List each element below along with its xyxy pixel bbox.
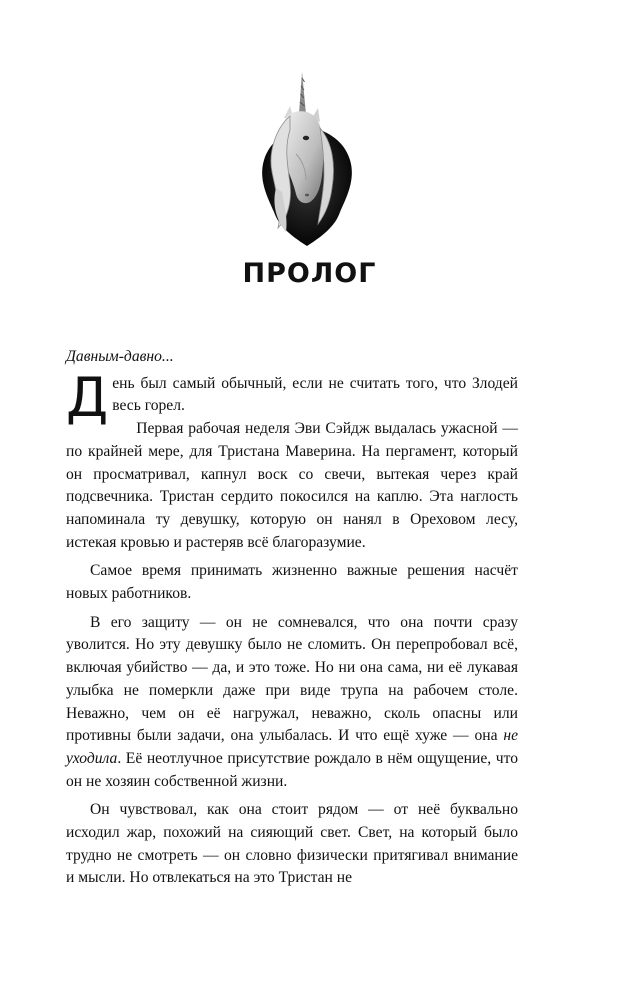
paragraph-4-italic: не уходила bbox=[66, 727, 518, 767]
epigraph: Давным-давно... bbox=[66, 348, 174, 365]
unicorn-trophy-icon bbox=[246, 68, 368, 258]
paragraph-5: Он чувствовал, как она стоит рядом — от неё буквально исходил жар, похожий на сияющий свет. Свет, на который было трудно не смотреть — он словно физически притягивал внимание и мысли. Но отвлекаться на это Тристан не bbox=[66, 801, 518, 887]
paragraph-4-text-a: В его защиту — он не сомневался, что она почти сразу уволится. Но эту девушку было не сломить. Он перепробовал всё, включая убийство — да, и это тоже. Но ни она сама, ни её лукавая улыбка не померкли даже при виде трупа на рабочем столе. Неважно, чем он её нагружал, неважно, сколь опасны или противны были задачи, она улыбалась. И что ещё хуже — она bbox=[66, 613, 518, 745]
paragraph-3: Самое время принимать жизненно важные решения насчёт новых работников. bbox=[66, 562, 518, 603]
drop-cap: Д bbox=[66, 365, 109, 429]
paragraph-4-text-b: . Её неотлучное присутствие рождало в нём ощущение, что он не хозяин собственной жизни. bbox=[66, 749, 518, 790]
paragraph-4 bbox=[66, 612, 518, 794]
paragraph-1-text: ень был самый обычный, если не считать того, что Злодей весь горел. bbox=[112, 374, 518, 415]
paragraph-1 bbox=[66, 365, 518, 429]
chapter-title: ПРОЛОГ bbox=[242, 258, 377, 289]
paragraph-2: Первая рабочая неделя Эви Сэйдж выдалась ужасной — по крайней мере, для Тристана Маверина. На пергамент, который он просматривал, капнул воск со свечи, вытекая через край подсвечника. Тристан сердито покосился на каплю. Эта наглость напоминала ту девушку, которую он нанял в Ореховом лесу, истекая кровью и растеряв всё благоразумие. bbox=[66, 420, 518, 551]
body-text bbox=[66, 346, 518, 890]
